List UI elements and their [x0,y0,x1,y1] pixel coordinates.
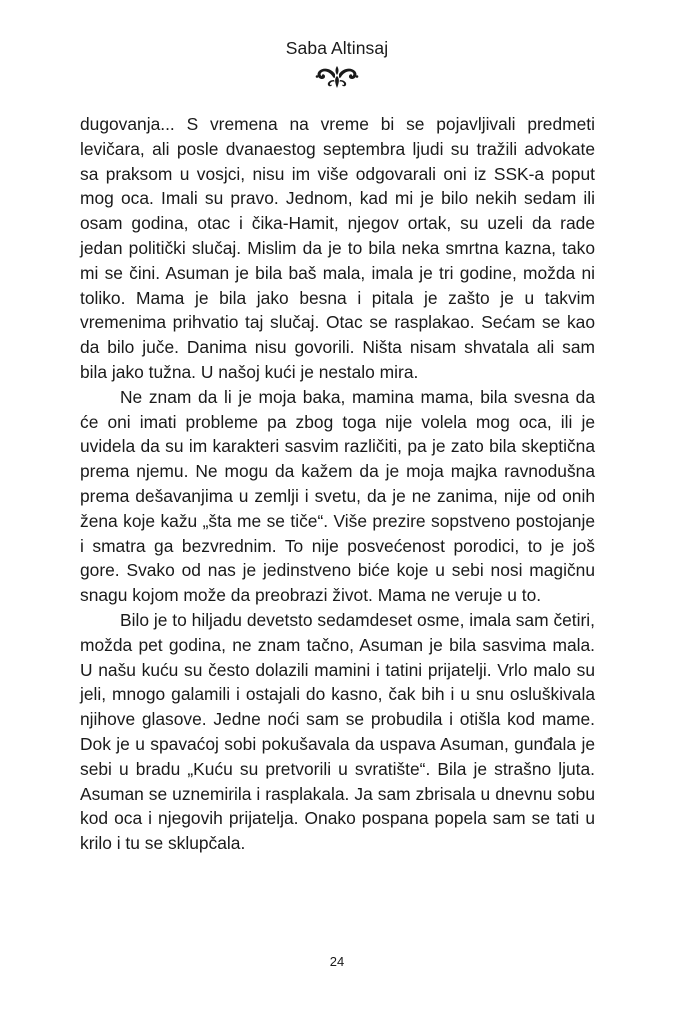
fleuron-ornament-icon [314,64,360,90]
page-number: 24 [329,954,345,969]
body-text [80,112,595,856]
paragraph-2: Ne znam da li je moja baka, mamina mama, bila svesna da će oni imati probleme pa zbog toga nije volela mog oca, ili je uvidela da su im karakteri sasvim različiti, pa je zato bila skeptična prema njemu. Ne mogu da kažem da je moja majka ravnodušna prema dešavanjima u zemlji i svetu, da je ne zanima, nije od onih žena koje kažu „šta me se tiče“. Više prezire sopstveno postojanje i smatra ga bezvrednim. To nije posvećenost porodici, to je još gore. Svako od nas je jedinstveno biće koje u sebi nosi magičnu snagu kojom može da preobrazi život. Mama ne veruje u to. [80,386,595,606]
running-header-author: Saba Altinsaj [285,38,389,58]
paragraph-1: dugovanja... S vremena na vreme bi se pojavljivali predmeti levičara, ali posle dvanaestog septembra ljudi su tražili advokate sa praksom u vosjci, nisu im više odgovarali oni iz SSK-a poput mog oca. Imali su pravo. Jednom, kad mi je bilo nekih sedam ili osam godina, otac i čika-Hamit, njegov ortak, su uzeli da rade jedan politički slučaj. Mislim da je to bila neka smrtna kazna, tako mi se čini. Asuman je bila baš mala, imala je tri godine, možda ni toliko. Mama je bila jako besna i pitala je zašto je u takvim vremenima prihvatio taj slučaj. Otac se rasplakao. Sećam se kao da bilo juče. Danima nisu govorili. Ništa nisam shvatala ali sam bila jako tužna. U našoj kući je nestalo mira. [80,114,595,382]
paragraph-3: Bilo je to hiljadu devetsto sedamdeset osme, imala sam četiri, možda pet godina, ne znam tačno, Asuman je bila sasvima mala. U našu kuću su često dolazili mamini i tatini prijatelji. Vrlo malo su jeli, mnogo galamili i ostajali do kasno, čak bih i u snu osluškivala njihove glasove. Jedne noći sam se probudila i otišla kod mame. Dok je u spavaćoj sobi pokušavala da uspava Asuman, gunđala je sebi u bradu „Kuću su pretvorili u svratište“. Bila je strašno ljuta. Asuman se uznemirila i rasplakala. Ja sam zbrisala u dnevnu sobu kod oca i njegovih prijatelja. Onako pospana popela sam se tati u krilo i tu se sklupčala. [80,609,595,854]
